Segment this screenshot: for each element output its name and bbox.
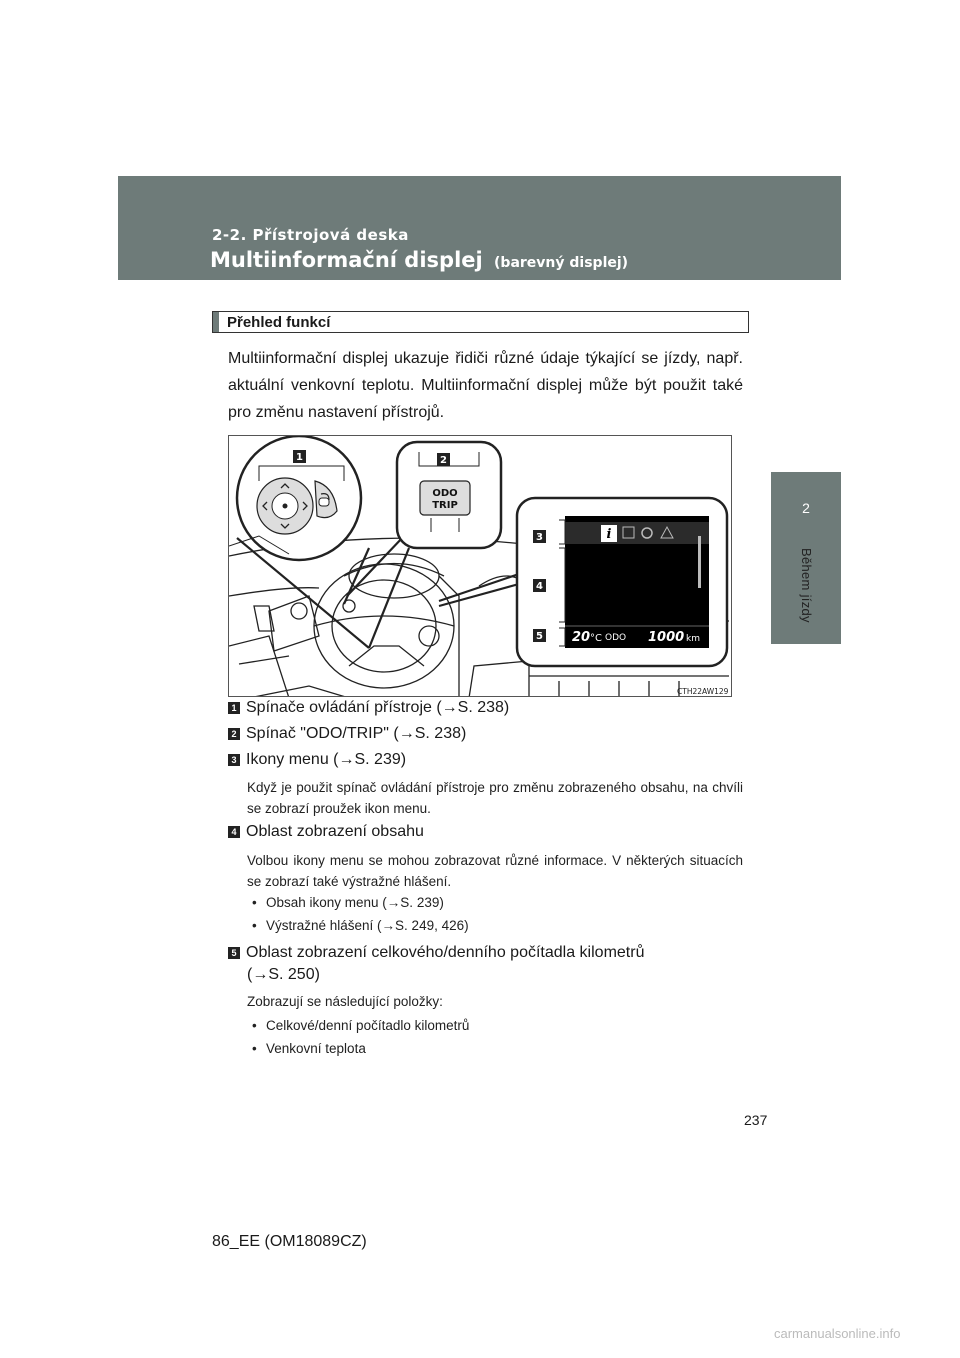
list-item-5 [228,944,644,962]
list-item-2 [228,725,466,743]
item-4-description: Volbou ikony menu se mohou zobrazovat různé informace. V některých situacích se zobrazí také výstražné hlášení. [247,853,743,889]
page-title-sub: (barevný displej) [494,255,629,271]
heading-accent-bar [213,312,219,332]
item-label: Oblast zobrazení obsahu [246,823,424,840]
item-label: Spínač "ODO/TRIP" (→S. 238) [246,725,467,742]
item-5-page-ref: (→S. 250) [247,966,320,983]
page-title [210,248,628,272]
document-code: 86_EE (OM18089CZ) [212,1233,367,1250]
chapter-number: 2 [802,500,810,516]
item-label: Spínače ovládání přístroje (→S. 238) [246,699,510,716]
overview-heading [212,311,749,333]
callout-4-label: 4 [536,581,543,592]
bullet-text: Obsah ikony menu (→S. 239) [266,895,444,910]
intro-paragraph: Multiinformační displej ukazuje řidiči různé údaje týkající se jízdy, např. aktuální venkovní teplotu. Multiinformační displej může být použit také pro změnu nastavení přístrojů. [228,350,743,421]
item-3-description: Když je použit spínač ovládání přístroje pro změnu zobrazeného obsahu, na chvíli se zobrazí proužek ikon menu. [247,780,743,816]
item-number-badge: 5 [228,947,240,959]
page-number: 237 [744,1112,768,1128]
chapter-label: Během jízdy [799,548,814,623]
illustration-code: CTH22AW129 [677,687,729,696]
bullet-text: Výstražné hlášení (→S. 249, 426) [266,918,469,933]
item-5-description: Zobrazují se následující položky: [247,994,443,1009]
watermark: carmanualsonline.info [774,1326,901,1341]
callout-2-label: 2 [440,455,447,466]
section-label: 2-2. Přístrojová deska [212,226,409,244]
display-temp-unit: °C [590,633,602,644]
item-number-badge: 1 [228,702,240,714]
item-label: Oblast zobrazení celkového/denního počítadla kilometrů [246,944,645,961]
item-number-badge: 4 [228,826,240,838]
callout-3-label: 3 [536,532,543,543]
dashboard-illustration [228,435,732,697]
bullet-item: • Celkové/denní počítadlo kilometrů [252,1018,470,1033]
overview-heading-text: Přehled funkcí [227,314,331,331]
item-number-badge: 3 [228,754,240,766]
item-label: Ikony menu (→S. 239) [246,751,407,768]
odo-button-line1: ODO [432,488,458,499]
bullet-item: • Venkovní teplota [252,1041,366,1056]
list-item-4 [228,823,424,841]
display-odo-value: 1000 [648,630,685,645]
dashboard-drawing [229,436,732,697]
callout-5-label: 5 [536,631,543,642]
bullet-text: Celkové/denní počítadlo kilometrů [266,1018,470,1033]
display-odo-label: ODO [605,633,627,643]
display-temp: 20 [572,630,591,645]
list-item-3 [228,751,406,769]
bullet-item: • Výstražné hlášení (→S. 249, 426) [252,918,469,933]
display-odo-unit: km [686,634,700,644]
bullet-text: Venkovní teplota [266,1041,366,1056]
item-number-badge: 2 [228,728,240,740]
bullet-item: • Obsah ikony menu (→S. 239) [252,895,444,910]
callout-1-label: 1 [296,452,303,463]
svg-text:i: i [606,527,612,542]
page-title-main: Multiinformační displej [210,248,483,272]
odo-button-line2: TRIP [432,500,458,511]
list-item-1 [228,699,509,717]
